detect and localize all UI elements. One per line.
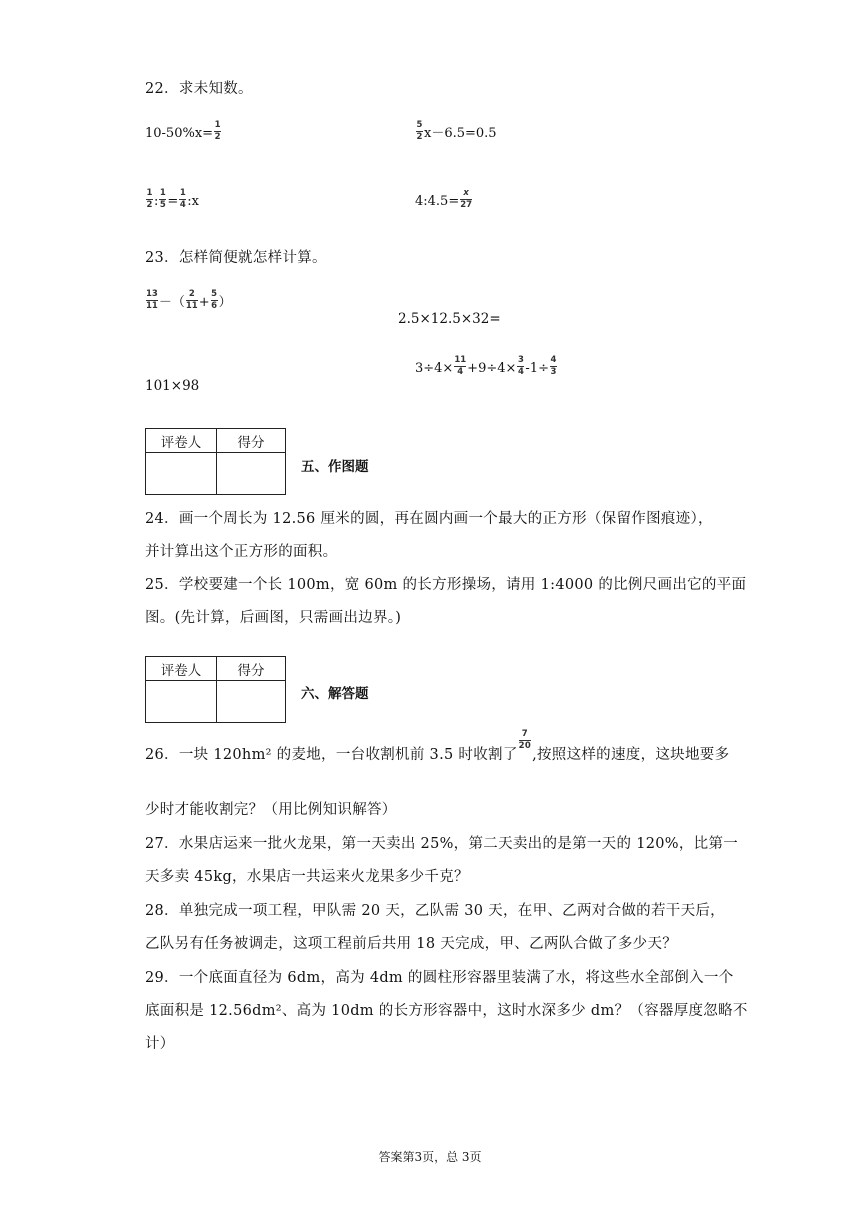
score-table-6 bbox=[145, 656, 286, 723]
q22-eq4: 4:4.5= $\frac{x}{27}$ bbox=[415, 188, 473, 210]
score-table-reviewer-cell bbox=[146, 453, 217, 495]
q27-line1: 27．水果店运来一批火龙果，第一天卖出 25%，第二天卖出的是第一天的 120%，比第一 bbox=[145, 836, 739, 852]
q29-line3: 计） bbox=[145, 1036, 175, 1052]
q22-eq2: $\frac{5}{2}$ x－6.5=0.5 bbox=[416, 120, 497, 142]
q22-eq3: $\frac{1}{2}$ : $\frac{1}{5}$ = $\frac{1}{4}$ :x bbox=[146, 188, 200, 210]
q23-expr4: 3÷4× $\frac{11}{4}$ +9÷4× $\frac{3}{4}$ -1÷ $\frac{4}{3}$ bbox=[415, 355, 557, 377]
section-6-title: 六、解答题 bbox=[301, 686, 369, 702]
section-5-title: 五、作图题 bbox=[301, 459, 369, 475]
q25-line2: 图。(先计算，后画图，只需画出边界。) bbox=[145, 610, 402, 626]
page-footer: 答案第3页，总 3页 bbox=[378, 1150, 482, 1164]
score-table-5 bbox=[145, 428, 286, 495]
q28-line2: 乙队另有任务被调走，这项工程前后共用 18 天完成，甲、乙两队合做了多少天？ bbox=[145, 936, 678, 952]
q22-eq1: 10-50%x= $\frac{1}{2}$ bbox=[145, 120, 221, 142]
score-table-reviewer-header: 评卷人 bbox=[146, 657, 217, 681]
q23-expr2: 2.5×12.5×32= bbox=[398, 311, 501, 327]
score-table-score-header: 得分 bbox=[217, 429, 286, 453]
score-table-score-cell bbox=[217, 453, 286, 495]
q23-title: 23．怎样简便就怎样计算。 bbox=[145, 250, 327, 266]
score-table-reviewer-header: 评卷人 bbox=[146, 429, 217, 453]
q28-line1: 28．单独完成一项工程，甲队需 20 天，乙队需 30 天，在甲、乙两对合做的若干天后， bbox=[145, 903, 725, 919]
q24-line1: 24．画一个周长为 12.56 厘米的圆，再在圆内画一个最大的正方形（保留作图痕迹）， bbox=[145, 511, 713, 527]
q25-line1: 25．学校要建一个长 100m，宽 60m 的长方形操场，请用 1:4000 的比例尺画出它的平面 bbox=[145, 577, 747, 593]
score-table-score-cell bbox=[217, 681, 286, 723]
q26-line2: 少时才能收割完？（用比例知识解答） bbox=[145, 802, 397, 818]
q23-expr1: $\frac{13}{11}$ －（ $\frac{2}{11}$ + $\frac{5}{6}$ ） bbox=[146, 289, 232, 311]
score-table-score-header: 得分 bbox=[217, 657, 286, 681]
q23-expr3: 101×98 bbox=[145, 378, 200, 394]
q26-line1: 26．一块 120hm² 的麦地，一台收割机前 3.5 时收割了 $\frac{7}{20}$ ,按照这样的速度，这块地要多 bbox=[145, 729, 730, 763]
q27-line2: 天多卖 45kg，水果店一共运来火龙果多少千克？ bbox=[145, 869, 469, 885]
q22-title: 22．求未知数。 bbox=[145, 81, 253, 97]
score-table-reviewer-cell bbox=[146, 681, 217, 723]
q29-line2: 底面积是 12.56dm²、高为 10dm 的长方形容器中，这时水深多少 dm？（容器厚度忽略不 bbox=[145, 1003, 748, 1019]
q29-line1: 29．一个底面直径为 6dm，高为 4dm 的圆柱形容器里装满了水，将这些水全部倒入一个 bbox=[145, 970, 734, 986]
q24-line2: 并计算出这个正方形的面积。 bbox=[145, 544, 338, 560]
